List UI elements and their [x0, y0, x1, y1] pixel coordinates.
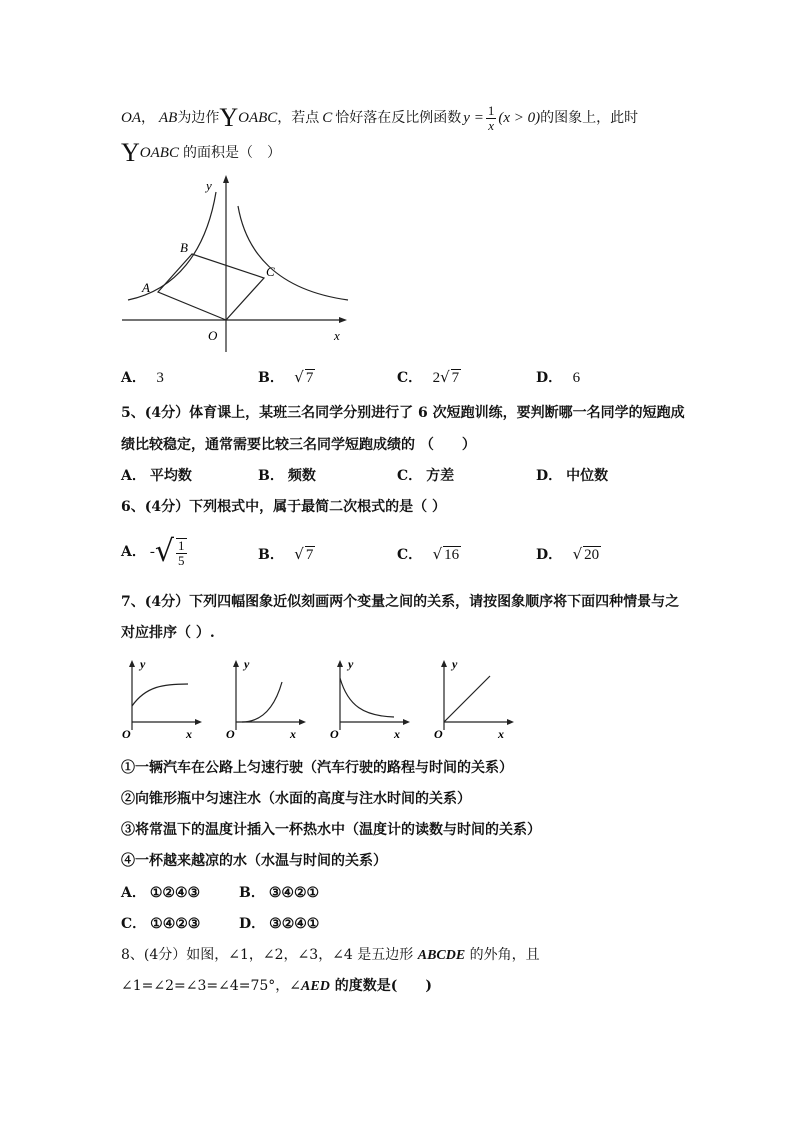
graph-curve-decay [340, 678, 394, 717]
func-condition: (x > 0) [498, 110, 541, 126]
sqrt-icon: √ [154, 534, 174, 569]
q7-scenario-1: ①一辆汽车在公路上匀速行驶（汽车行驶的路程与时间的关系） [121, 760, 513, 776]
q6-option-b[interactable] [258, 545, 315, 564]
q5-option-d[interactable] [536, 467, 608, 485]
q4-stem-line2 [121, 138, 281, 167]
y-axis-arrow [223, 175, 229, 183]
q7-stem-line2: 对应排序（ ）. [121, 625, 215, 641]
option-label: B． [258, 468, 284, 484]
q4-option-a[interactable] [121, 369, 164, 387]
q7-option-d[interactable] [239, 915, 319, 933]
option-numerator: 1 [178, 538, 185, 553]
q8-seg-4: 的度数是( ) [329, 978, 432, 994]
graph-y-arrow [129, 660, 135, 667]
graph-1 [122, 657, 202, 741]
q6-option-d[interactable] [536, 545, 601, 564]
q4-seg-oa: OA [121, 110, 141, 126]
func-numerator: 1 [487, 102, 495, 118]
q7-scenario-4: ④一杯越来越凉的水（水温与时间的关系） [121, 853, 387, 869]
option-value: 平均数 [149, 468, 192, 484]
q4-seg-graph: 的图象上，此时 [540, 110, 639, 126]
sqrt-icon: √ [432, 545, 443, 563]
x-axis-arrow [339, 317, 347, 323]
option-fraction [176, 538, 187, 568]
q5-option-c[interactable] [397, 467, 454, 485]
q8-seg-aed: AED [301, 979, 330, 994]
option-value: ①④②③ [150, 916, 201, 932]
graph-label-o: O [434, 727, 443, 741]
graph-label-y: y [244, 657, 250, 671]
graph-label-y: y [348, 657, 354, 671]
func-denominator: x [488, 117, 494, 133]
q8-seg-3: ∠1=∠2=∠3=∠4=75°，∠ [121, 978, 302, 994]
func-fraction [486, 104, 497, 133]
option-label: B． [239, 885, 265, 901]
q7-scenario-2: ②向锥形瓶中匀速注水（水面的高度与注水时间的关系） [121, 791, 471, 807]
sqrt-icon: √ [294, 368, 304, 386]
q7-option-a[interactable] [121, 884, 200, 902]
graph-x-arrow [299, 719, 306, 725]
option-label: B． [258, 547, 284, 563]
graph-label-o: O [330, 727, 339, 741]
graph-label-x: x [498, 727, 504, 741]
option-label: C． [397, 468, 423, 484]
label-o: O [208, 328, 218, 343]
q5-option-b[interactable] [258, 467, 316, 485]
option-sign: - [149, 544, 155, 560]
q8-stem-line1 [121, 946, 540, 965]
q8-seg-2: 的外角，且 [465, 947, 540, 963]
parallelogram-oabc [158, 254, 264, 320]
option-label: D． [536, 547, 563, 563]
parallelogram-symbol: Y [219, 103, 239, 132]
option-value: ③④②① [268, 885, 320, 901]
graph-label-y: y [140, 657, 146, 671]
q4-seg-oabc: OABC [238, 110, 278, 126]
graph-curve-concave [132, 684, 188, 706]
graph-label-x: x [290, 727, 296, 741]
option-value: 7 [451, 370, 460, 386]
q4-option-c[interactable] [397, 368, 461, 387]
graph-label-o: O [226, 727, 235, 741]
sqrt-icon: √ [572, 545, 583, 563]
option-value: 中位数 [566, 468, 609, 484]
graph-4 [434, 657, 514, 741]
option-label: B． [258, 370, 284, 386]
q6-option-a[interactable] [121, 532, 189, 572]
q5-option-a[interactable] [121, 467, 192, 485]
q4-seg-oabc2: OABC [139, 145, 179, 161]
graph-y-arrow [233, 660, 239, 667]
q8-seg-1: 8、(4分）如图，∠1，∠2，∠3，∠4 是五边形 [121, 947, 418, 963]
option-label: A． [121, 544, 146, 560]
option-value: 方差 [426, 468, 455, 484]
q5-stem-line1: 5、(4分）体育课上，某班三名同学分别进行了 6 次短跑训练，要判断哪一名同学的短跑成 [121, 405, 685, 421]
option-coef: 2 [432, 370, 441, 386]
q4-stem-line1 [121, 102, 638, 134]
q6-stem: 6、(4分）下列根式中，属于最简二次根式的是（ ） [121, 499, 446, 515]
graph-y-arrow [441, 660, 447, 667]
option-label: A． [121, 468, 146, 484]
q7-scenario-3: ③将常温下的温度计插入一杯热水中（温度计的读数与时间的关系） [121, 822, 541, 838]
option-label: A． [121, 370, 146, 386]
q4-seg-point: ，若点 [277, 110, 320, 126]
graph-label-x: x [394, 727, 400, 741]
q4-seg-c: C [322, 110, 333, 126]
option-value: 频数 [287, 468, 316, 484]
option-value: ③②④① [269, 916, 320, 932]
option-value: ①②④③ [149, 885, 201, 901]
q4-option-d[interactable] [536, 369, 580, 387]
q4-seg-comma: ， [141, 110, 155, 126]
q4-option-b[interactable] [258, 368, 315, 387]
graph-3 [330, 657, 410, 741]
graph-label-x: x [186, 727, 192, 741]
graph-x-arrow [507, 719, 514, 725]
option-label: A． [121, 885, 146, 901]
graph-label-o: O [122, 727, 131, 741]
q4-seg-edge: 为边作 [177, 110, 220, 126]
option-value: 16 [444, 547, 460, 563]
q7-graphs [116, 656, 526, 742]
q4-seg-ab: AB [159, 110, 178, 126]
option-label: D． [536, 468, 563, 484]
label-x: x [334, 328, 340, 343]
q5-stem-line2: 绩比较稳定，通常需要比较三名同学短跑成绩的 （ ） [121, 437, 476, 453]
option-value: 6 [572, 370, 581, 386]
graph-line-linear [444, 676, 490, 722]
option-value: 20 [584, 547, 600, 563]
q6-option-c[interactable] [397, 545, 461, 564]
q7-option-b[interactable] [239, 884, 319, 902]
q7-option-c[interactable] [121, 915, 200, 933]
option-value: 7 [305, 370, 314, 386]
option-value: 7 [305, 547, 314, 563]
option-denominator: 5 [178, 553, 185, 568]
graph-2 [226, 657, 306, 741]
graph-y-arrow [337, 660, 343, 667]
option-label: C． [397, 547, 423, 563]
sqrt-icon: √ [440, 368, 450, 386]
graph-x-arrow [195, 719, 202, 725]
func-lhs: y = [463, 110, 484, 126]
graph-label-y: y [452, 657, 458, 671]
option-label: D． [239, 916, 266, 932]
q8-stem-line2 [121, 977, 432, 996]
option-label: C． [121, 916, 147, 932]
q7-stem-line1: 7、(4分）下列四幅图象近似刻画两个变量之间的关系，请按图象顺序将下面四种情景与之 [121, 594, 680, 610]
q4-seg-func: 恰好落在反比例函数 [335, 110, 462, 126]
label-y: y [206, 178, 212, 193]
q8-seg-pentagon: ABCDE [417, 948, 466, 963]
label-a: A [142, 280, 150, 295]
label-c: C [266, 264, 275, 279]
parallelogram-symbol: Y [121, 138, 140, 167]
label-b: B [180, 240, 188, 255]
option-value: 3 [156, 370, 164, 386]
hyperbola-right-branch [238, 206, 348, 300]
graph-x-arrow [403, 719, 410, 725]
graph-curve-convex [242, 682, 282, 722]
q4-seg-area: 的面积是（ ） [182, 145, 281, 161]
option-label: D． [536, 370, 563, 386]
option-label: C． [397, 370, 423, 386]
sqrt-icon: √ [294, 545, 304, 563]
q4-figure [116, 172, 356, 354]
